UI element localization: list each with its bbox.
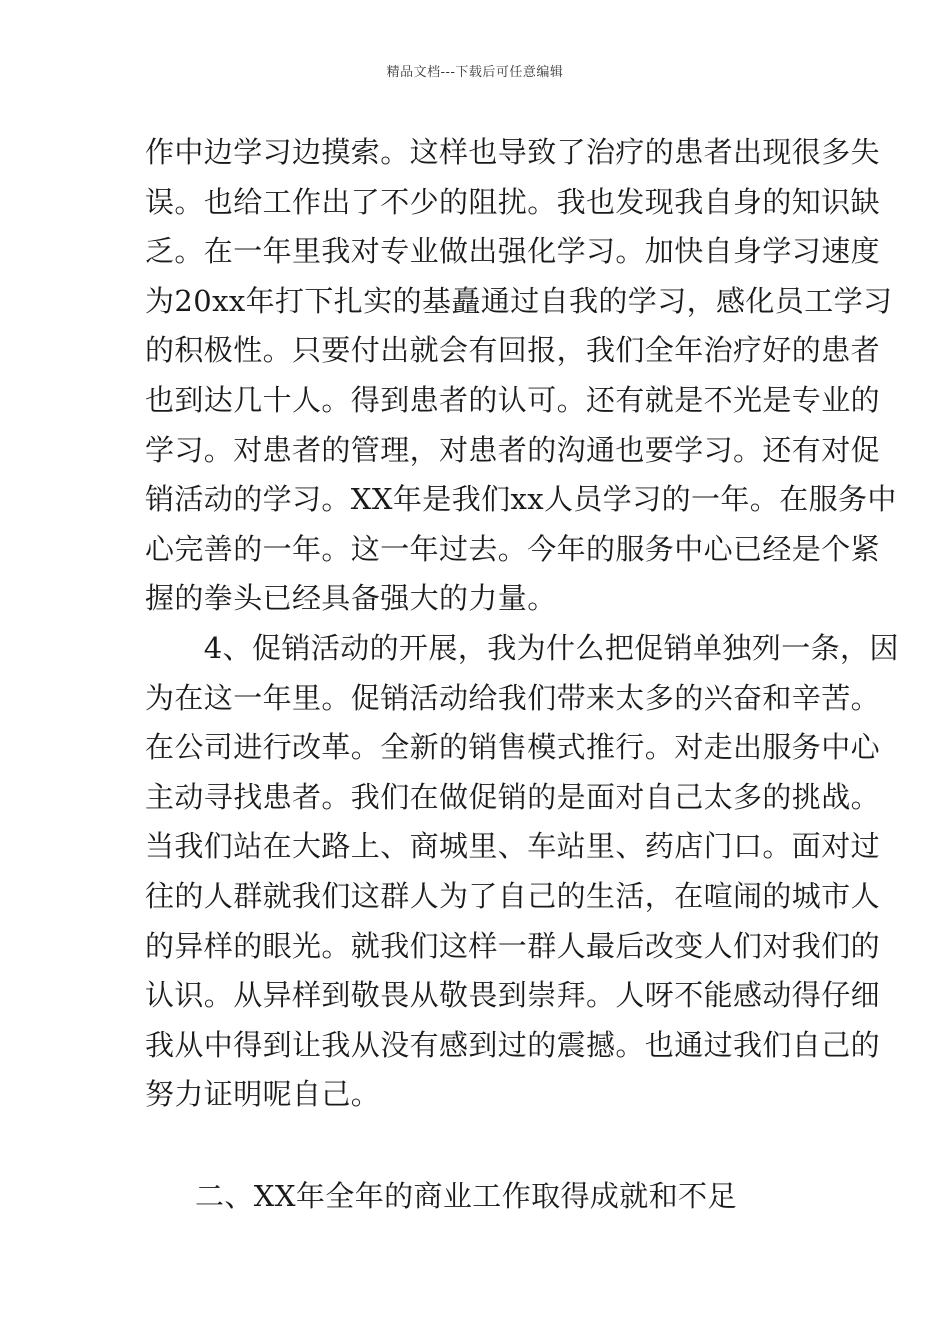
body-line: 我从中得到让我从没有感到过的震撼。也通过我们自己的 <box>145 1027 881 1062</box>
body-line: 的异样的眼光。就我们这样一群人最后改变人们对我们的 <box>145 928 881 963</box>
body-line: 为20xx年打下扎实的基矗通过自我的学习，感化员工学习 <box>145 283 893 318</box>
body-line: 4、促销活动的开展，我为什么把促销单独列一条，因 <box>145 630 899 665</box>
body-text <box>145 128 899 1120</box>
body-line: 误。也给工作出了不少的阻扰。我也发现我自身的知识缺 <box>145 184 881 219</box>
body-line: 作中边学习边摸索。这样也导致了治疗的患者出现很多失 <box>145 135 881 169</box>
body-line: 也到达几十人。得到患者的认可。还有就是不光是专业的 <box>145 382 881 417</box>
body-line: 在公司进行改革。全新的销售模式推行。对走出服务中心 <box>145 730 881 765</box>
body-line: 握的拳头已经具备强大的力量。 <box>145 581 557 616</box>
section-heading: 二、XX年全年的商业工作取得成就和不足 <box>195 1179 737 1213</box>
page-header: 精品文档---下载后可任意编辑 <box>386 65 564 80</box>
body-line: 心完善的一年。这一年过去。今年的服务中心已经是个紧 <box>145 531 881 566</box>
body-line: 乏。在一年里我对专业做出强化学习。加快自身学习速度 <box>145 234 881 269</box>
body-line: 销活动的学习。XX年是我们xx人员学习的一年。在服务中 <box>145 482 897 517</box>
body-line: 往的人群就我们这群人为了自己的生活，在喧闹的城市人 <box>145 878 881 913</box>
body-line: 为在这一年里。促销活动给我们带来太多的兴奋和辛苦。 <box>145 680 881 715</box>
body-line: 当我们站在大路上、商城里、车站里、药店门口。面对过 <box>145 829 881 864</box>
body-line: 努力证明呢自己。 <box>145 1077 381 1112</box>
body-line: 的积极性。只要付出就会有回报，我们全年治疗好的患者 <box>145 333 881 368</box>
body-line: 学习。对患者的管理，对患者的沟通也要学习。还有对促 <box>145 432 881 467</box>
body-line: 主动寻找患者。我们在做促销的是面对自己太多的挑战。 <box>145 779 881 814</box>
body-line: 认识。从异样到敬畏从敬畏到崇拜。人呀不能感动得仔细 <box>145 978 881 1013</box>
